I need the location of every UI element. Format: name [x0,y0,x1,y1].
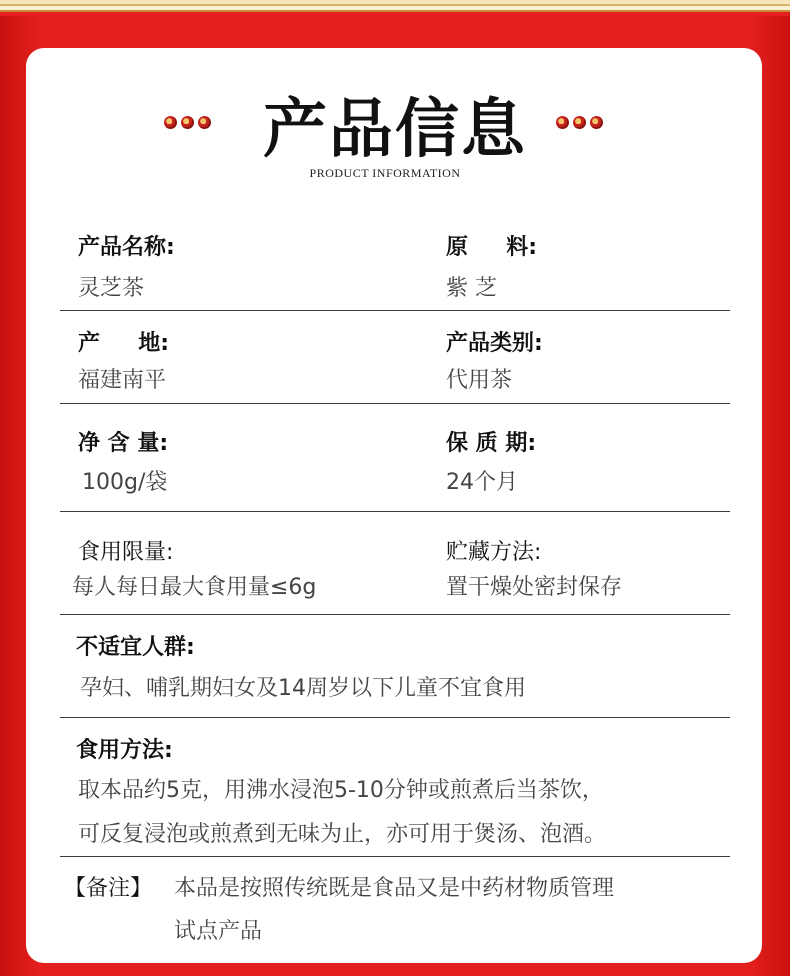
note-line-2: 试点产品 [174,919,263,944]
net-content-value: 100g/袋 [82,470,168,495]
divider [60,310,730,311]
divider [60,614,730,615]
intake-limit-label: 食用限量: [78,540,174,565]
ingredient-value: 紫 芝 [446,276,497,301]
shelf-life-label: 保 质 期: [446,431,537,456]
usage-line-2: 可反复浸泡或煎煮到无味为止，亦可用于煲汤、泡酒。 [78,822,607,847]
top-gold-strip [0,0,790,16]
divider [60,511,730,512]
page-title: 产品信息 [263,92,527,167]
origin-label: 产 地: [78,331,170,356]
origin-value: 福建南平 [78,368,167,393]
intake-limit-value: 每人每日最大食用量≤6g [72,575,317,600]
storage-value: 置干燥处密封保存 [446,575,623,600]
category-value: 代用茶 [446,368,513,393]
divider [60,856,730,857]
usage-label: 食用方法: [76,738,173,763]
shelf-life-value: 24个月 [446,470,518,495]
net-content-label: 净 含 量: [78,431,169,456]
usage-line-1: 取本品约5克，用沸水浸泡5-10分钟或煎煮后当茶饮， [78,778,604,803]
product-name-value: 灵芝茶 [78,276,145,301]
ingredient-label: 原 料: [446,235,538,260]
divider [60,717,730,718]
unsuitable-label: 不适宜人群: [76,635,195,660]
divider [60,403,730,404]
unsuitable-value: 孕妇、哺乳期妇女及14周岁以下儿童不宜食用 [80,676,526,701]
note-line-1: 本品是按照传统既是食品又是中药材物质管理 [174,876,615,901]
storage-label: 贮藏方法: [446,540,542,565]
page-subtitle: PRODUCT INFORMATION [309,166,461,180]
product-name-label: 产品名称: [78,235,175,260]
note-tag: 【备注】 [64,876,153,901]
category-label: 产品类别: [446,331,543,356]
